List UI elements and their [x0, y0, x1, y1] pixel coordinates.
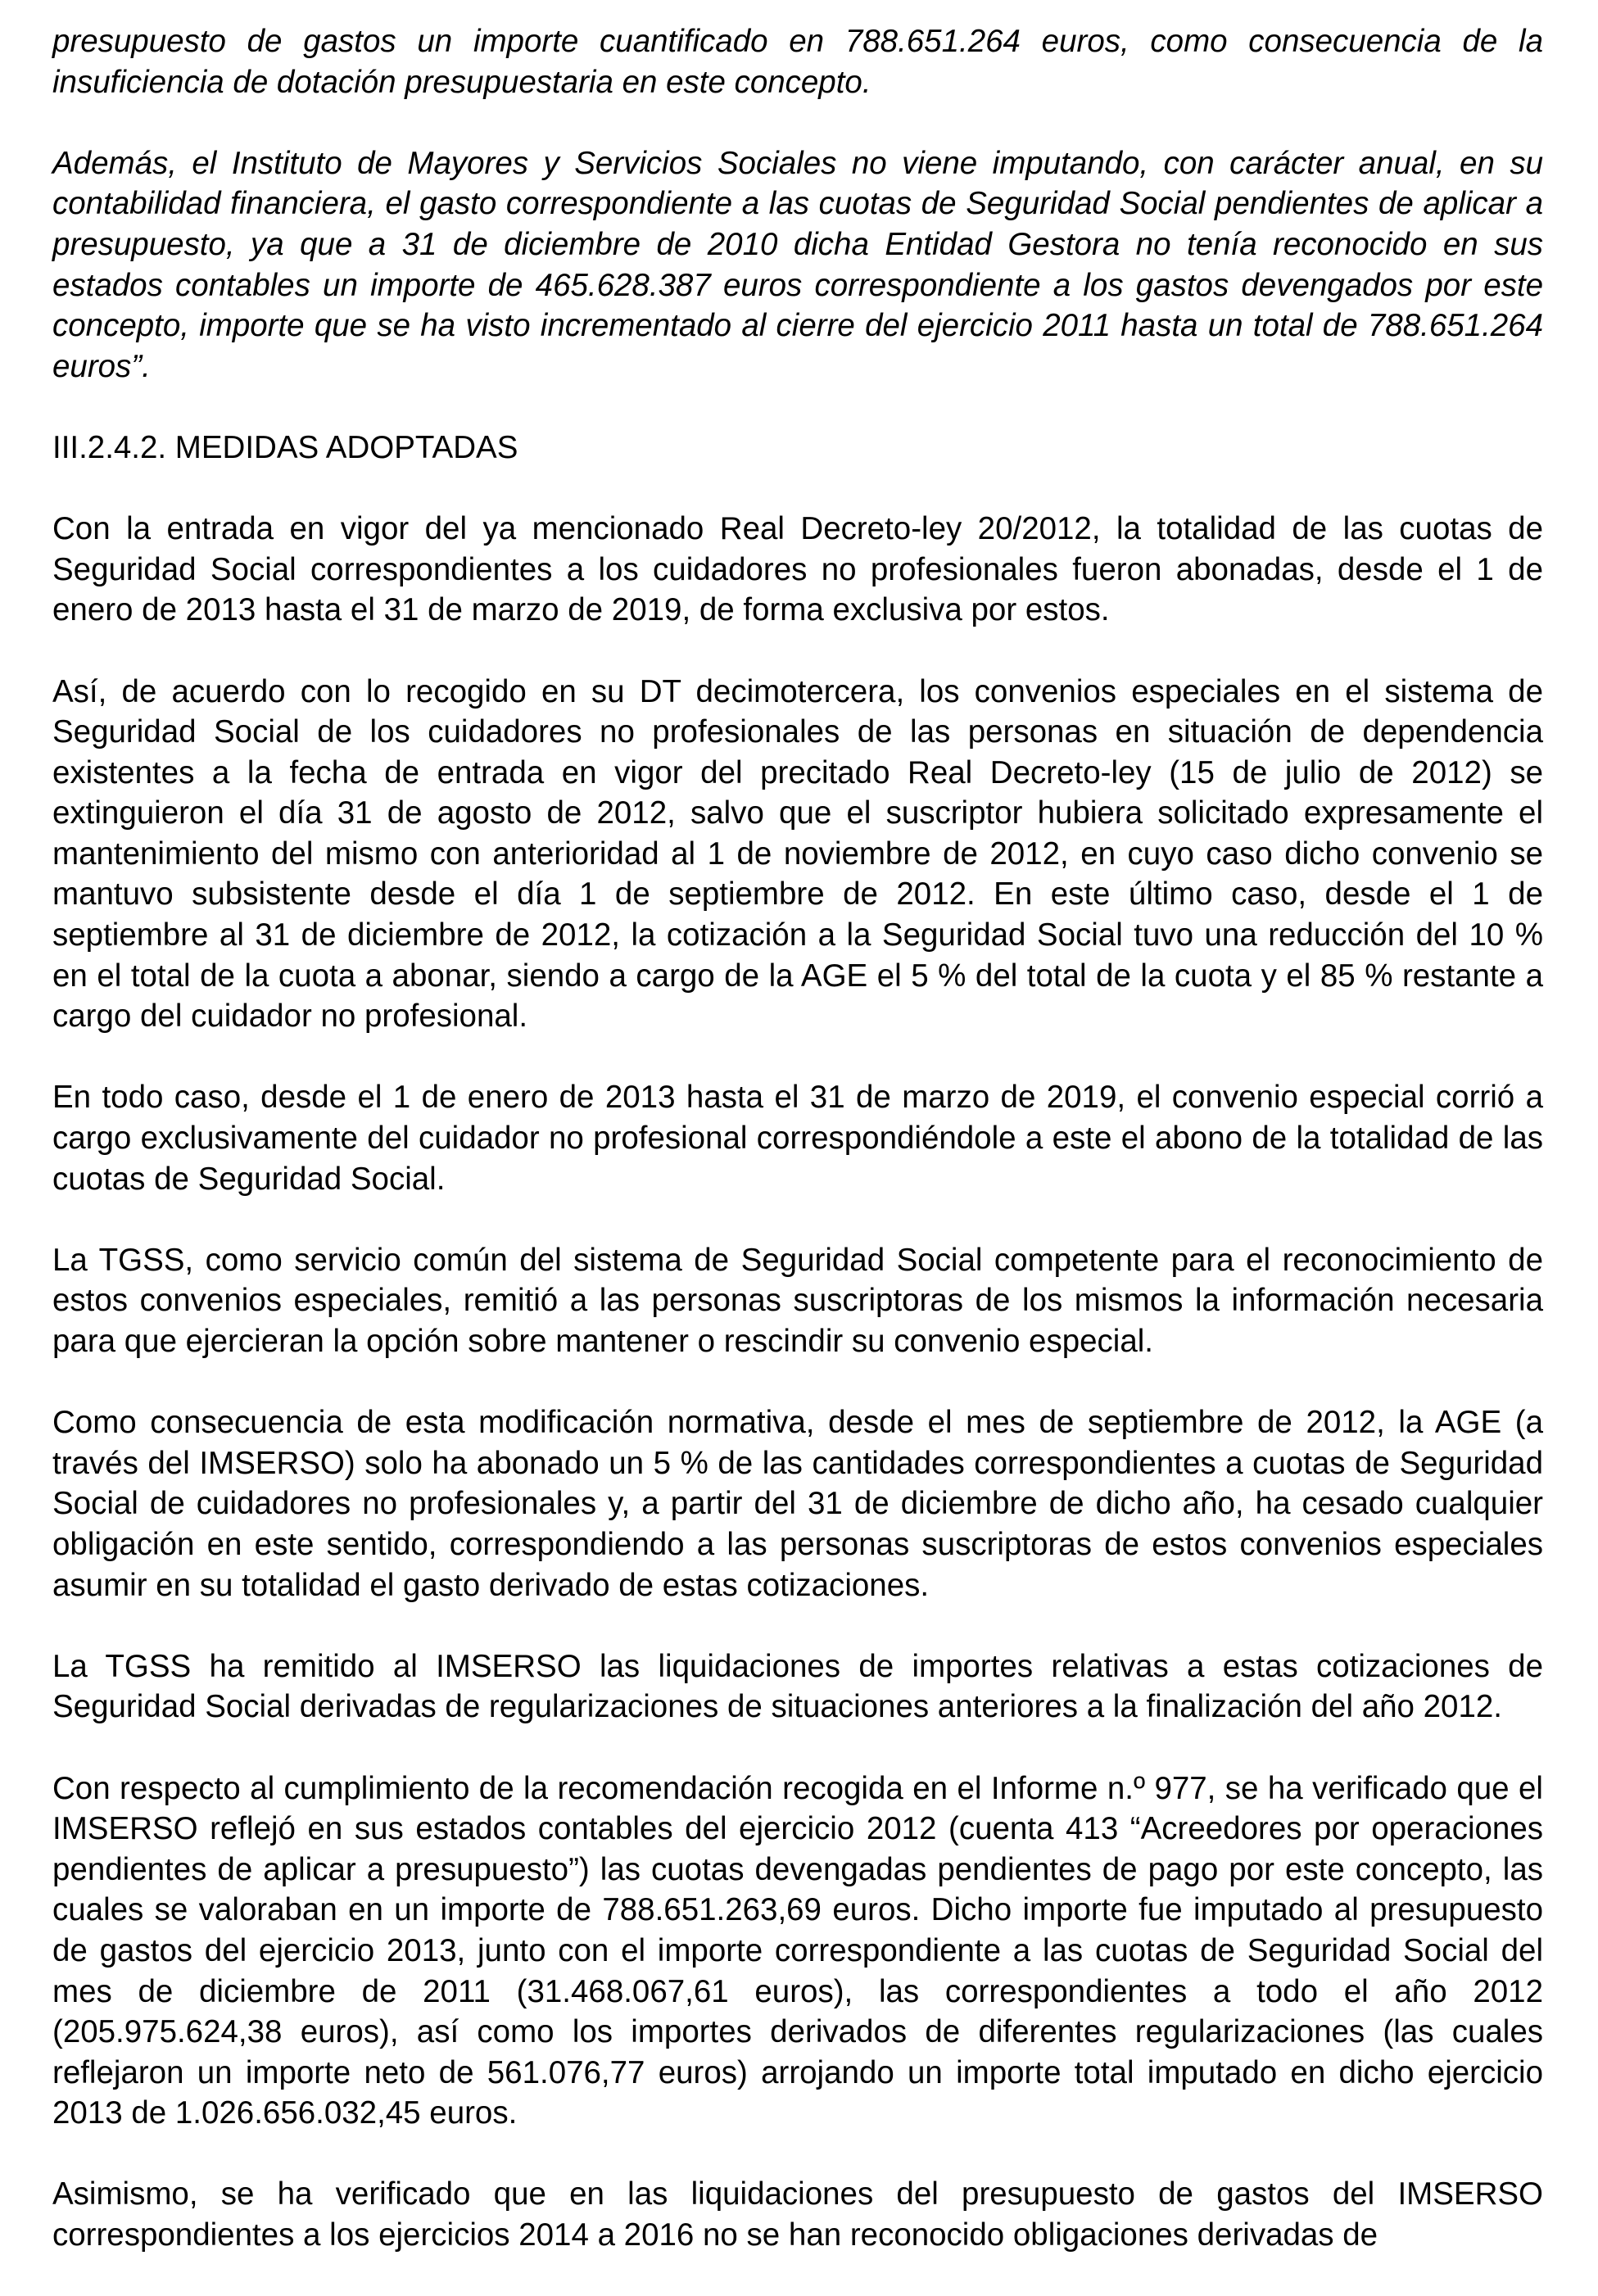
paragraph-dt-decimotercera: Así, de acuerdo con lo recogido en su DT decimotercera, los convenios especiales en el sistema de Seguridad Social de los cuidadores no profesionales de las personas en situación de dependencia existentes a la fecha de entrada en vigor del precitado Real Decreto-ley (15 de julio de 2012) se extinguieron el día 31 de agosto de 2012, salvo que el suscriptor hubiera solicitado expresamente el mantenimiento del mismo con anterioridad al 1 de noviembre de 2012, en cuyo caso dicho convenio se mantuvo subsistente desde el día 1 de septiembre de 2012. En este último caso, desde el 1 de septiembre al 31 de diciembre de 2012, la cotización a la Seguridad Social tuvo una reducción del 10 % en el total de la cuota a abonar, siendo a cargo de la AGE el 5 % del total de la cuota y el 85 % restante a cargo del cuidador no profesional.	[52, 673, 1543, 1035]
paragraph-quote-continuation: presupuesto de gastos un importe cuantificado en 788.651.264 euros, como consecuencia de la insuficiencia de dotación presupuestaria en este concepto.	[52, 24, 1543, 100]
paragraph-tgss-liquidaciones: La TGSS ha remitido al IMSERSO las liquidaciones de importes relativas a estas cotizaciones de Seguridad Social derivadas de regularizaciones de situaciones anteriores a la finalización del año 2012.	[52, 1648, 1543, 1725]
paragraph-real-decreto: Con la entrada en vigor del ya mencionado Real Decreto-ley 20/2012, la totalidad de las cuotas de Seguridad Social correspondientes a los cuidadores no profesionales fueron abonadas, desde el 1 de enero de 2013 hasta el 31 de marzo de 2019, de forma exclusiva por estos.	[52, 511, 1543, 628]
paragraph-asimismo: Asimismo, se ha verificado que en las liquidaciones del presupuesto de gastos del IMSERSO correspondientes a los ejercicios 2014 a 2016 no se han reconocido obligaciones derivadas de	[52, 2176, 1543, 2253]
paragraph-convenio-especial: En todo caso, desde el 1 de enero de 2013 hasta el 31 de marzo de 2019, el convenio especial corrió a cargo exclusivamente del cuidador no profesional correspondiéndole a este el abono de la totalidad de las cuotas de Seguridad Social.	[52, 1080, 1543, 1197]
section-heading: III.2.4.2. MEDIDAS ADOPTADAS	[52, 429, 518, 465]
paragraph-modificacion-normativa: Como consecuencia de esta modificación normativa, desde el mes de septiembre de 2012, la AGE (a través del IMSERSO) solo ha abonado un 5 % de las cantidades correspondientes a cuotas de Seguridad Social de cuidadores no profesionales y, a partir del 31 de diciembre de dicho año, ha cesado cualquier obligación en este sentido, correspondiendo a las personas suscriptoras de estos convenios especiales asumir en su totalidad el gasto derivado de estas cotizaciones.	[52, 1405, 1543, 1603]
document-page	[52, 21, 1543, 2296]
paragraph-quote-imserso-accounting: Además, el Instituto de Mayores y Servicios Sociales no viene imputando, con carácter anual, en su contabilidad financiera, el gasto correspondiente a las cuotas de Seguridad Social pendientes de aplicar a presupuesto, ya que a 31 de diciembre de 2010 dicha Entidad Gestora no tenía reconocido en sus estados contables un importe de 465.628.387 euros correspondiente a los gastos devengados por este concepto, importe que se ha visto incrementado al cierre del ejercicio 2011 hasta un total de 788.651.264 euros”.	[52, 145, 1543, 384]
paragraph-tgss-servicio: La TGSS, como servicio común del sistema de Seguridad Social competente para el reconocimiento de estos convenios especiales, remitió a las personas suscriptoras de los mismos la información necesaria para que ejercieran la opción sobre mantener o rescindir su convenio especial.	[52, 1242, 1543, 1359]
paragraph-informe-977: Con respecto al cumplimiento de la recomendación recogida en el Informe n.º 977, se ha verificado que el IMSERSO reflejó en sus estados contables del ejercicio 2012 (cuenta 413 “Acreedores por operaciones pendientes de aplicar a presupuesto”) las cuotas devengadas pendientes de pago por este concepto, las cuales se valoraban en un importe de 788.651.263,69 euros. Dicho importe fue imputado al presupuesto de gastos del ejercicio 2013, junto con el importe correspondiente a las cuotas de Seguridad Social del mes de diciembre de 2011 (31.468.067,61 euros), las correspondientes a todo el año 2012 (205.975.624,38 euros), así como los importes derivados de diferentes regularizaciones (las cuales reflejaron un importe neto de 561.076,77 euros) arrojando un importe total imputado en dicho ejercicio 2013 de 1.026.656.032,45 euros.	[52, 1770, 1543, 2131]
